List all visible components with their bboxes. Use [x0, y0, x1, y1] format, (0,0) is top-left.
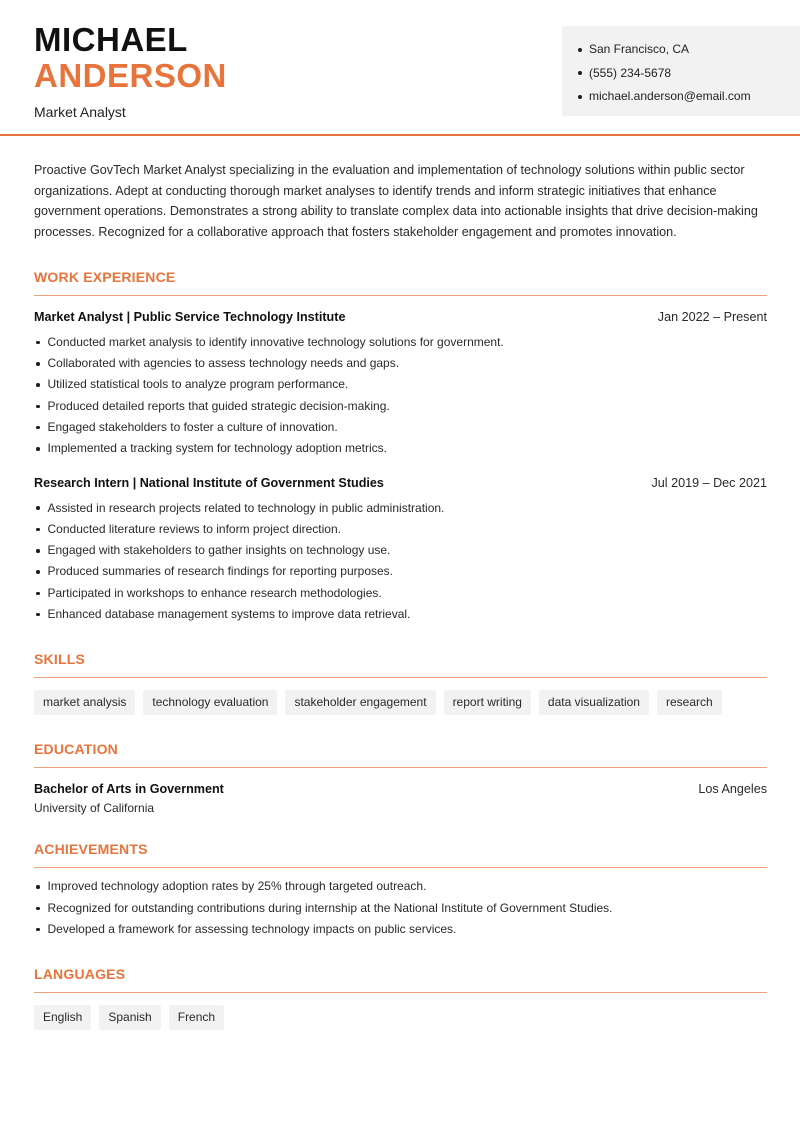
list-item [34, 438, 767, 459]
list-item [34, 604, 767, 625]
list-item [34, 919, 767, 940]
job-dates: Jan 2022 – Present [657, 309, 767, 324]
skill-chip: stakeholder engagement [285, 690, 435, 715]
bullet-text: Collaborated with agencies to assess technology needs and gaps. [47, 356, 400, 371]
list-item [34, 898, 767, 919]
bullet-text: Conducted literature reviews to inform project direction. [47, 521, 341, 536]
degree: Bachelor of Arts in Government [34, 782, 224, 797]
bullet-icon [36, 405, 40, 409]
skill-chip: technology evaluation [143, 690, 277, 715]
location-text: San Francisco, CA [589, 42, 690, 56]
bullet-icon [36, 928, 40, 932]
list-item [34, 396, 767, 417]
skill-chip: report writing [444, 690, 531, 715]
languages-list [34, 1005, 767, 1030]
bullet-text: Enhanced database management systems to improve data retrieval. [47, 607, 411, 622]
bullet-text: Participated in workshops to enhance research methodologies. [47, 585, 382, 600]
list-item [34, 519, 767, 540]
language-chip: French [169, 1005, 224, 1030]
bullet-icon [36, 362, 40, 366]
first-name: MICHAEL [34, 21, 188, 58]
list-item [34, 561, 767, 582]
section-title-achievements: ACHIEVEMENTS [34, 841, 767, 868]
job-header [34, 310, 767, 324]
achievement-text: Recognized for outstanding contributions during internship at the National Institute of Government Studies. [47, 900, 613, 915]
resume-body [34, 160, 767, 1030]
name-block [34, 22, 227, 120]
list-item [34, 417, 767, 438]
job-dates: Jul 2019 – Dec 2021 [651, 475, 767, 490]
bullet-icon [36, 549, 40, 553]
bullet-text: Engaged stakeholders to foster a culture of innovation. [47, 420, 338, 434]
bullet-icon [578, 71, 582, 75]
job-entry [34, 310, 767, 460]
skill-chip: research [657, 690, 722, 715]
language-chip: English [34, 1005, 91, 1030]
bullet-text: Assisted in research projects related to technology in public administration. [47, 500, 445, 515]
bullet-text: Engaged with stakeholders to gather insights on technology use. [47, 543, 391, 558]
bullet-text: Produced summaries of research findings for reporting purposes. [47, 564, 394, 579]
contact-box [562, 26, 800, 116]
achievement-text: Improved technology adoption rates by 25% through targeted outreach. [47, 879, 427, 894]
email-text: michael.anderson@email.com [589, 89, 751, 103]
list-item [34, 498, 767, 519]
bullet-icon [36, 506, 40, 510]
bullet-icon [36, 426, 40, 430]
bullet-icon [36, 341, 40, 345]
language-chip: Spanish [99, 1005, 160, 1030]
summary: Proactive GovTech Market Analyst specializing in the evaluation and implementation of technology solutions within public sector organizations. Adept at conducting thorough market analyses to identify trends and inform strategic initiatives that enhance government operations. Demonstrates a strong ability to translate complex data into actionable insights that drive decision-making processes. Recognized for a collaborative approach that fosters stakeholder engagement and promotes innovation. [34, 163, 758, 240]
job-bullets [34, 498, 767, 626]
contact-location [578, 38, 800, 62]
bullet-text: Produced detailed reports that guided strategic decision-making. [47, 398, 390, 413]
job-role: Research Intern | National Institute of Government Studies [34, 475, 384, 490]
job-entry [34, 476, 767, 626]
bullet-icon [36, 570, 40, 574]
bullet-icon [36, 613, 40, 617]
bullet-icon [36, 907, 40, 911]
list-item [34, 583, 767, 604]
skills-list [34, 690, 767, 715]
list-item [34, 353, 767, 374]
list-item [34, 332, 767, 353]
education-entry [34, 782, 767, 815]
list-item [34, 876, 767, 897]
list-item [34, 374, 767, 395]
bullet-icon [36, 528, 40, 532]
bullet-icon [36, 447, 40, 451]
list-item [34, 540, 767, 561]
achievement-text: Developed a framework for assessing technology impacts on public services. [47, 921, 457, 936]
bullet-icon [578, 95, 582, 99]
bullet-icon [578, 48, 582, 52]
section-title-education: EDUCATION [34, 741, 767, 768]
last-name: ANDERSON [34, 57, 227, 94]
bullet-text: Utilized statistical tools to analyze program performance. [47, 377, 349, 392]
job-role: Market Analyst | Public Service Technology Institute [34, 309, 346, 324]
section-title-skills: SKILLS [34, 651, 767, 678]
job-title: Market Analyst [34, 104, 126, 120]
phone-text: (555) 234-5678 [589, 65, 672, 80]
education-location: Los Angeles [698, 782, 767, 797]
job-bullets [34, 332, 767, 460]
section-title-work: WORK EXPERIENCE [34, 269, 767, 296]
contact-phone [578, 62, 800, 86]
skill-chip: market analysis [34, 690, 135, 715]
resume-header [0, 0, 800, 136]
bullet-icon [36, 592, 40, 596]
school-name: University of California [34, 801, 155, 816]
bullet-text: Implemented a tracking system for technology adoption metrics. [47, 441, 387, 456]
achievements-list [34, 876, 767, 940]
section-title-languages: LANGUAGES [34, 966, 767, 993]
skill-chip: data visualization [539, 690, 649, 715]
bullet-icon [36, 383, 40, 387]
bullet-text: Conducted market analysis to identify innovative technology solutions for government. [47, 334, 504, 349]
education-header [34, 782, 767, 796]
bullet-icon [36, 885, 40, 889]
contact-email [578, 85, 800, 109]
job-header [34, 476, 767, 490]
